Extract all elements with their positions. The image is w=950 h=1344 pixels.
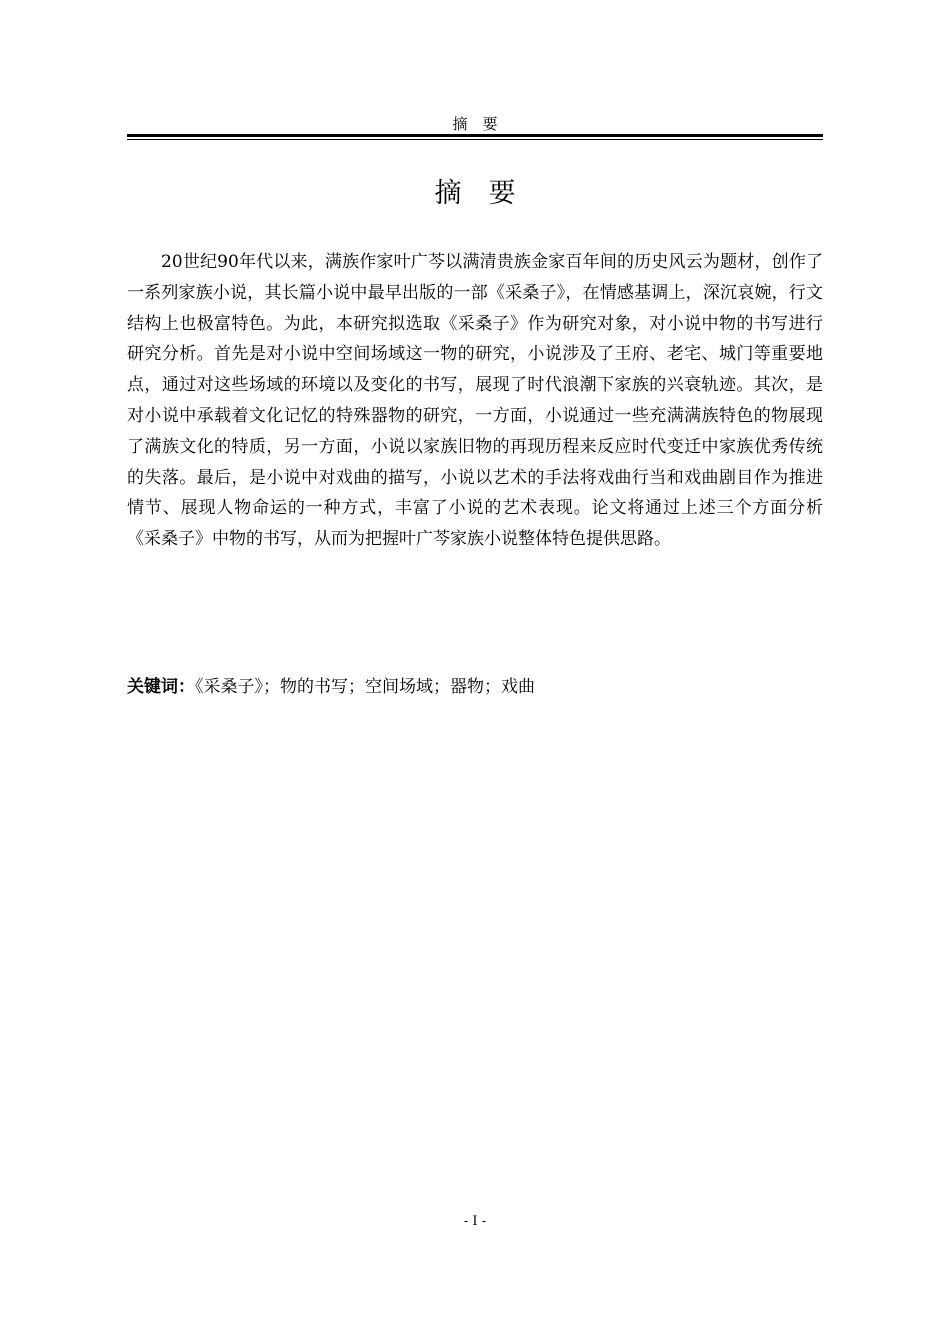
keywords-value: 《采桑子》；物的书写；空间场域；器物；戏曲 xyxy=(195,677,535,697)
keywords-line xyxy=(127,674,823,700)
page-title: 摘 要 xyxy=(434,178,516,209)
keywords-label: 关键词： xyxy=(127,677,195,697)
page-number: - I - xyxy=(463,1214,487,1229)
header-rule-thin xyxy=(127,139,823,140)
header-rule-thick xyxy=(127,134,823,137)
running-header: 摘 要 xyxy=(452,115,498,133)
abstract-paragraph: 20世纪90年代以来，满族作家叶广芩以满清贵族金家百年间的历史风云为题材，创作了一系列家族小说，其长篇小说中最早出版的一部《采桑子》，在情感基调上，深沉哀婉，行文结构上也极富特色。为此，本研究拟选取《采桑子》作为研究对象，对小说中物的书写进行研究分析。首先是对小说中空间场域这一物的研究，小说涉及了王府、老宅、城门等重要地点，通过对这些场域的环境以及变化的书写，展现了时代浪潮下家族的兴衰轨迹。其次，是对小说中承载着文化记忆的特殊器物的研究，一方面，小说通过一些充满满族特色的物展现了满族文化的特质，另一方面，小说以家族旧物的再现历程来反应时代变迁中家族优秀传统的失落。最后，是小说中对戏曲的描写，小说以艺术的手法将戏曲行当和戏曲剧目作为推进情节、展现人物命运的一种方式，丰富了小说的艺术表现。论文将通过上述三个方面分析《采桑子》中物的书写，从而为把握叶广芩家族小说整体特色提供思路。 xyxy=(127,252,823,550)
